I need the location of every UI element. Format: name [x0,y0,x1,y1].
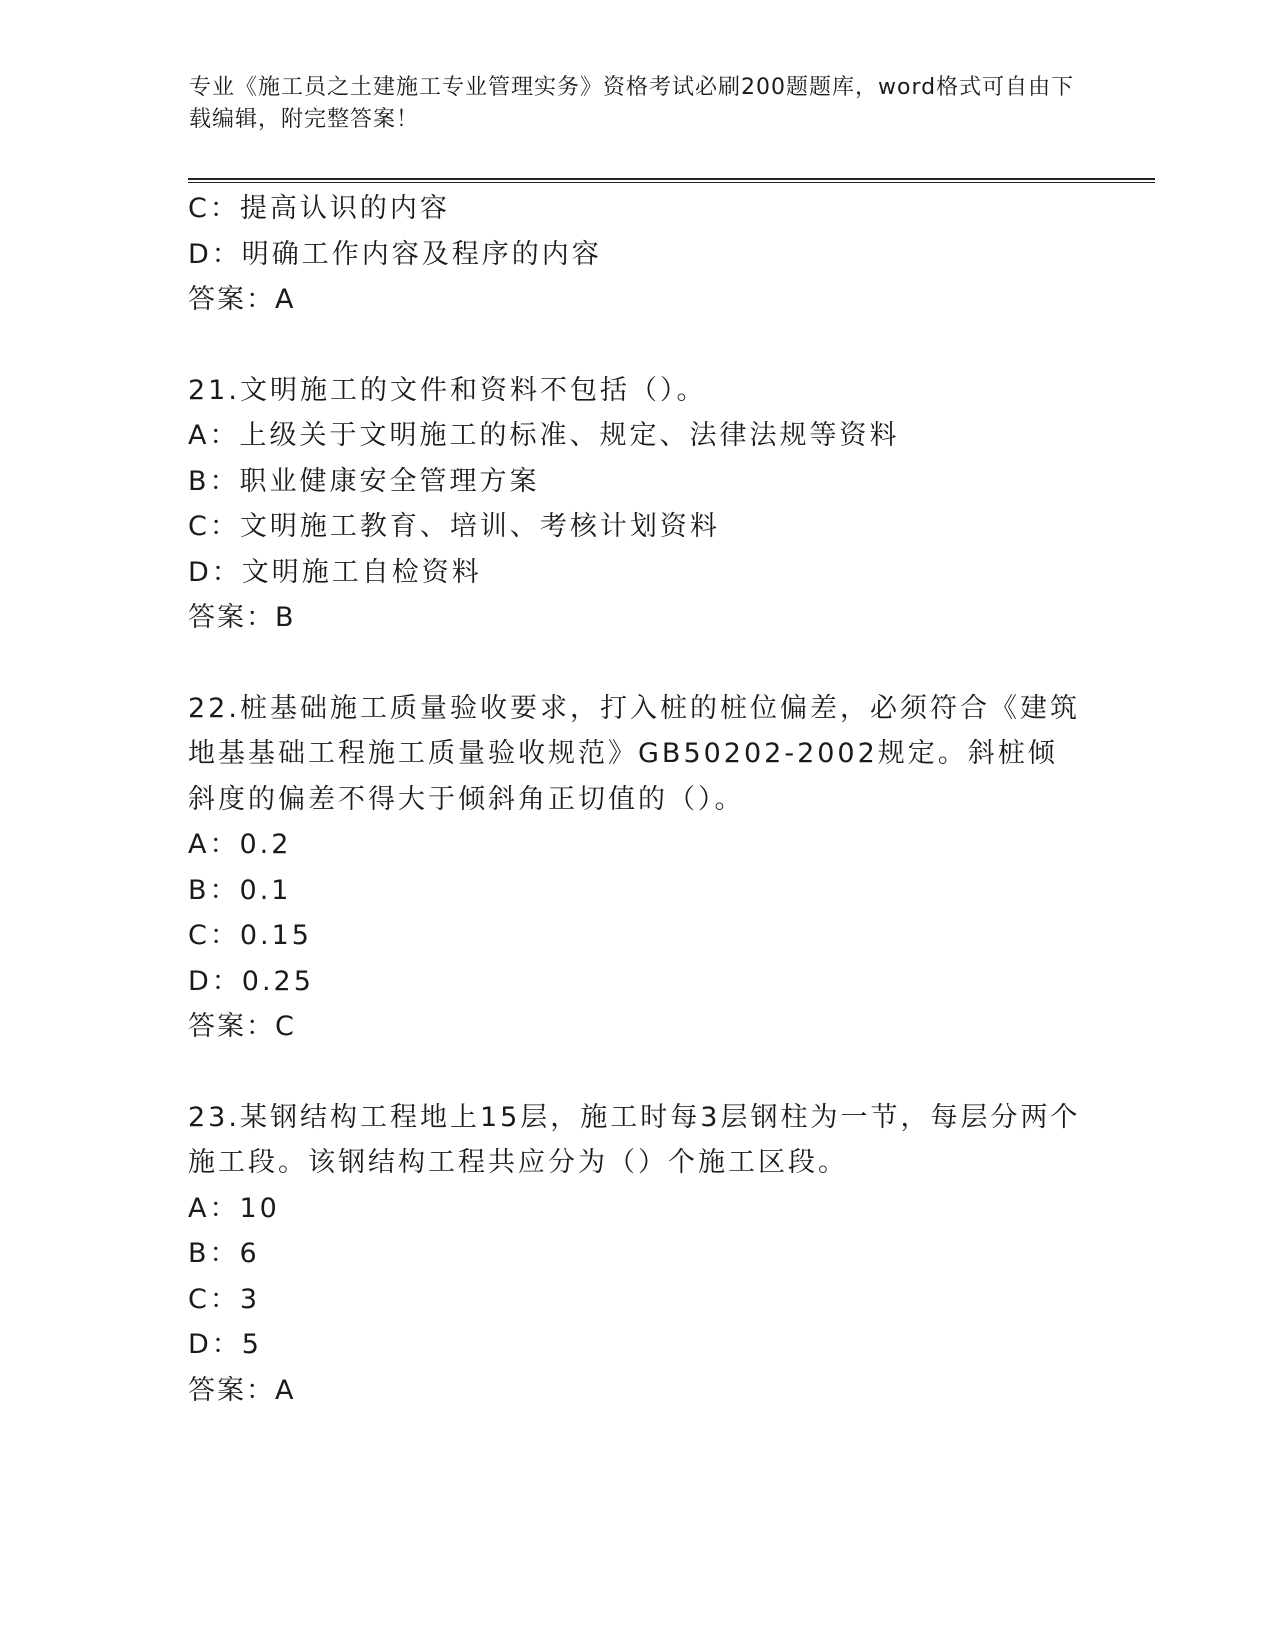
question-stem: 21.文明施工的文件和资料不包括（）。 [188,374,707,406]
option-a: A：10 [188,1192,280,1224]
option-c: C：提高认识的内容 [188,193,450,224]
question-block-23 [188,1095,1088,1414]
option-a: A：0.2 [188,829,292,860]
answer-label: 答案：A [188,284,296,315]
spacer [188,323,1088,368]
option-d: D：明确工作内容及程序的内容 [188,238,602,270]
option-a: A：上级关于文明施工的标准、规定、法律法规等资料 [188,420,900,451]
question-block-20 [188,186,1088,323]
option-c: C：0.15 [188,920,312,951]
option-d: D：5 [188,1329,262,1360]
option-b: B：职业健康安全管理方案 [188,465,540,497]
answer-label: 答案：A [188,1374,296,1406]
spacer [188,641,1088,686]
spacer [188,1050,1088,1095]
header-divider [188,178,1155,183]
option-c: C：3 [188,1283,261,1315]
question-block-22 [188,686,1088,1050]
question-stem: 23.某钢结构工程地上15层，施工时每3层钢柱为一节，每层分两个施工段。该钢结构工程共应分为（）个施工区段。 [188,1101,1081,1178]
option-b: B：0.1 [188,874,292,906]
option-d: D：文明施工自检资料 [188,556,482,588]
option-b: B：6 [188,1238,260,1269]
document-header: 专业《施工员之土建施工专业管理实务》资格考试必刷200题题库，word格式可自由下载编辑，附完整答案！ [189,75,1075,132]
question-block-21 [188,368,1088,641]
answer-label: 答案：C [188,1011,296,1042]
answer-label: 答案：B [188,602,296,633]
question-stem: 22.桩基础施工质量验收要求，打入桩的桩位偏差，必须符合《建筑地基基础工程施工质量验收规范》GB50202-2002规定。斜桩倾斜度的偏差不得大于倾斜角正切值的（）。 [188,692,1080,815]
option-c: C：文明施工教育、培训、考核计划资料 [188,511,720,542]
question-list [188,186,1088,1413]
option-d: D：0.25 [188,965,314,997]
